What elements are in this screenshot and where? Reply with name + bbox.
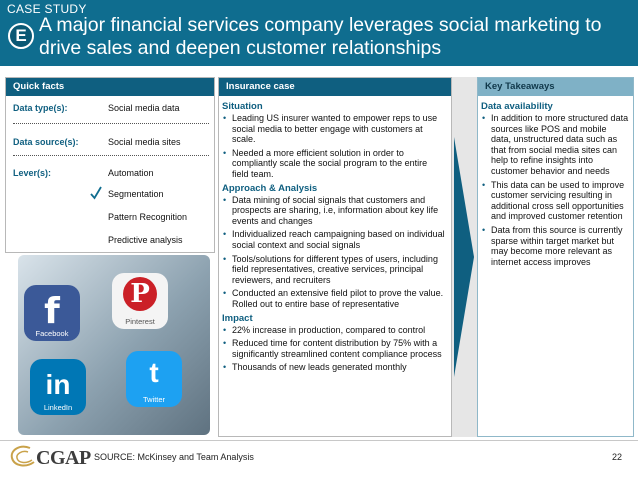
list-item: • Leading US insurer wanted to empower reps to use social media to better engage with customers at scale. [222, 113, 445, 145]
facebook-icon: f Facebook [24, 285, 80, 341]
key-takeaways-panel [477, 77, 634, 437]
approach-list [222, 195, 445, 310]
quick-fact-label: Data type(s): [13, 103, 68, 113]
impact-list [222, 325, 445, 373]
data-availability-title: Data availability [481, 101, 553, 112]
source-note: SOURCE: McKinsey and Team Analysis [94, 452, 254, 462]
app-caption: LinkedIn [43, 403, 73, 412]
list-item: • Data mining of social signals that customers and prospects are sharing, i.e, information about key life events and changes [222, 195, 445, 227]
quick-fact-row [13, 137, 79, 147]
lever-predictive-analysis: Predictive analysis [108, 235, 183, 245]
app-caption: Pinterest [125, 317, 155, 326]
lever-segmentation: Segmentation [108, 189, 164, 199]
quick-fact-row [13, 103, 68, 113]
list-item: • Individualized reach campaigning based on individual social context and social signals [222, 229, 445, 250]
pinterest-icon: P Pinterest [112, 273, 168, 329]
divider [13, 155, 209, 156]
checkmark-icon [90, 186, 102, 200]
approach-title: Approach & Analysis [222, 182, 318, 194]
chevron-right-icon [452, 77, 477, 437]
quick-fact-row [13, 168, 51, 178]
situation-list [222, 113, 445, 180]
quick-fact-label: Data source(s): [13, 137, 79, 147]
slide-header [0, 0, 638, 66]
social-media-apps-image [18, 255, 210, 435]
impact-title: Impact [222, 312, 253, 324]
chevron-separator [452, 77, 477, 437]
linkedin-icon: in LinkedIn [30, 359, 86, 415]
quick-facts-panel [5, 77, 215, 253]
page-number: 22 [612, 452, 623, 462]
quick-fact-value: Social media sites [108, 137, 181, 147]
divider [13, 123, 209, 124]
insurance-case-heading: Insurance case [219, 78, 451, 96]
cgap-logo-icon [8, 444, 38, 468]
list-item: • In addition to more structured data sources like POS and mobile data, unstructured data such as that from social media sites can help to refine insights into customer behavior and needs [481, 113, 629, 177]
list-item: • Conducted an extensive field pilot to prove the value. Rolled out to entire base of representative [222, 288, 445, 309]
insurance-case-panel [218, 77, 452, 437]
app-caption: Twitter [142, 395, 166, 404]
app-caption: Facebook [35, 329, 69, 338]
quick-facts-heading: Quick facts [6, 78, 214, 96]
key-takeaways-heading: Key Takeaways [478, 78, 633, 96]
quick-fact-value: Social media data [108, 103, 180, 113]
case-badge: E [8, 23, 34, 49]
case-study-label: CASE STUDY [7, 2, 87, 16]
twitter-icon: t Twitter [126, 351, 182, 407]
list-item: • This data can be used to improve customer servicing resulting in additional cross sell opportunities and improved customer retention [481, 180, 629, 222]
list-item: • 22% increase in production, compared to control [222, 325, 445, 336]
situation-title: Situation [222, 101, 263, 112]
list-item: • Tools/solutions for different types of users, including field representatives, creative services, principal reviewers, and recruiters [222, 254, 445, 286]
list-item: • Thousands of new leads generated monthly [222, 362, 445, 373]
list-item: • Data from this source is currently sparse within target market but may become more relevant as internet access improves [481, 225, 629, 267]
list-item: • Reduced time for content distribution by 75% with a significantly streamlined content compliance process [222, 338, 445, 359]
lever-pattern-recognition: Pattern Recognition [108, 212, 188, 222]
slide-title: A major financial services company leverages social marketing to drive sales and deepen customer relationships [39, 14, 602, 59]
list-item: • Needed a more efficient solution in order to compliantly scale the social program to the entire field team. [222, 148, 445, 180]
lever-automation: Automation [108, 168, 154, 178]
quick-fact-label: Lever(s): [13, 168, 52, 178]
takeaways-list [481, 113, 629, 267]
cgap-logo: CGAP [36, 447, 91, 469]
